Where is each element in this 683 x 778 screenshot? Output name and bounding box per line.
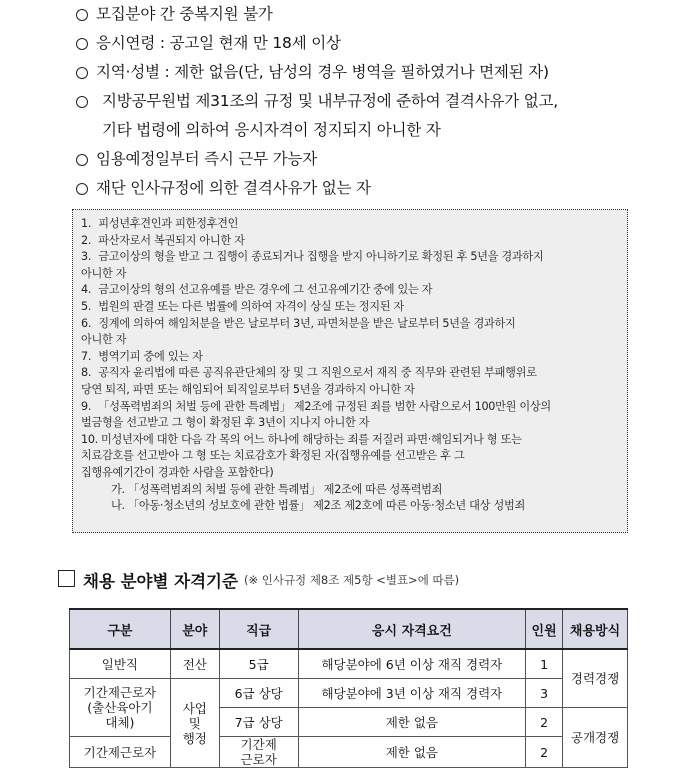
note-text: 금고이상의 형의 선고유예를 받은 경우에 그 선고유예기간 중에 있는 자 bbox=[98, 283, 433, 297]
note-item bbox=[81, 216, 621, 233]
method-cell: 공개경쟁 bbox=[563, 708, 628, 768]
note-subitem: 가. 「성폭력범죄의 처벌 등에 관한 특례법」 제2조에 따른 성폭력범죄 bbox=[111, 482, 443, 496]
field-line: 행정 bbox=[182, 730, 207, 746]
bullet-text: 응시연령 : 공고일 현재 만 18세 이상 bbox=[96, 34, 341, 52]
note-text: 파산자로서 복권되지 아니한 자 bbox=[98, 233, 245, 247]
note-text: 「성폭력범죄의 처벌 등에 관한 특례법」 제2조에 규정된 죄를 범한 사람으로서 100만원 이상의 bbox=[98, 399, 551, 413]
field-cell: 전산 bbox=[170, 649, 219, 679]
section-subtitle: (※ 인사규정 제8조 제5항 <별표>에 따름) bbox=[243, 573, 460, 587]
disqualification-note-box bbox=[72, 209, 628, 533]
bullet-item bbox=[76, 87, 676, 145]
table-row bbox=[70, 679, 628, 708]
method-cell: 경력경쟁 bbox=[563, 649, 628, 708]
count-cell: 2 bbox=[526, 708, 563, 737]
type-line: (출산육아기 bbox=[87, 700, 153, 715]
type-cell: 기간제근로자 bbox=[70, 737, 171, 768]
note-item bbox=[81, 249, 621, 266]
requirement-cell: 제한 없음 bbox=[298, 737, 526, 768]
note-number: 5. bbox=[81, 299, 92, 313]
note-text: 미성년자에 대한 다음 각 목의 어느 하나에 해당하는 죄를 저질러 파면·해임되거나 형 또는 bbox=[101, 432, 522, 446]
bullet-text: 재단 인사규정에 의한 결격사유가 없는 자 bbox=[96, 179, 371, 197]
note-number: 1. bbox=[81, 217, 92, 230]
note-item bbox=[81, 399, 621, 416]
bullet-item bbox=[76, 145, 676, 174]
circle-bullet-icon bbox=[76, 38, 88, 50]
note-text: 법원의 판결 또는 다른 법률에 의하여 자격이 상실 또는 정지된 자 bbox=[98, 299, 405, 313]
table-row bbox=[70, 649, 628, 679]
requirement-cell: 제한 없음 bbox=[298, 708, 526, 737]
note-text: 공직자 윤리법에 따른 공직유관단체의 장 및 그 직원으로서 재직 중 직무와 관련된 부패행위로 bbox=[98, 366, 537, 380]
grade-cell: 6급 상당 bbox=[219, 679, 298, 708]
note-number: 9. bbox=[81, 399, 92, 413]
circle-bullet-icon bbox=[76, 67, 88, 79]
note-continuation: 벌금형을 선고받고 그 형이 확정된 후 3년이 지나지 아니한 자 bbox=[81, 416, 370, 430]
note-subitem: 나. 「아동·청소년의 성보호에 관한 법률」 제2조 제2호에 따른 아동·청소년 대상 성범죄 bbox=[111, 499, 525, 513]
grade-line: 근로자 bbox=[240, 752, 277, 767]
requirement-cell: 해당분야에 6년 이상 재직 경력자 bbox=[298, 649, 526, 679]
note-text: 병역기피 중에 있는 자 bbox=[98, 349, 203, 363]
requirement-cell: 해당분야에 3년 이상 재직 경력자 bbox=[298, 679, 526, 708]
circle-bullet-icon bbox=[76, 183, 88, 195]
note-text: 피성년후견인과 피한정후견인 bbox=[98, 217, 239, 230]
bullet-text: 지역·성별 : 제한 없음(단, 남성의 경우 병역을 필하였거나 면제된 자) bbox=[96, 63, 549, 81]
note-number: 3. bbox=[81, 250, 92, 264]
field-line: 사업 bbox=[182, 700, 207, 716]
grade-cell bbox=[219, 737, 298, 768]
type-cell bbox=[70, 679, 171, 737]
bullet-text: 모집분야 간 중복지원 불가 bbox=[96, 5, 273, 23]
grade-cell: 5급 bbox=[219, 649, 298, 679]
note-number: 7. bbox=[81, 349, 92, 363]
bullet-text: 기타 법령에 의하여 응시자격이 정지되지 아니한 자 bbox=[102, 121, 441, 139]
bullet-text: 지방공무원법 제31조의 규정 및 내부규정에 준하여 결격사유가 없고, bbox=[102, 92, 559, 110]
circle-bullet-icon bbox=[76, 96, 88, 108]
header-cell: 직급 bbox=[219, 609, 298, 649]
grade-line: 기간제 bbox=[240, 737, 277, 752]
note-continuation: 치료감호를 선고받아 그 형 또는 치료감호가 확정된 자(집행유예를 선고받은 후 그 bbox=[81, 449, 465, 463]
circle-bullet-icon bbox=[76, 154, 88, 166]
note-continuation: 집행유예기간이 경과한 사람을 포함한다) bbox=[81, 465, 274, 479]
note-item bbox=[81, 233, 621, 250]
section-heading bbox=[58, 568, 459, 592]
note-number: 8. bbox=[81, 366, 92, 380]
grade-cell: 7급 상당 bbox=[219, 708, 298, 737]
bullet-item bbox=[76, 29, 676, 58]
note-item bbox=[81, 432, 621, 449]
count-cell: 1 bbox=[526, 649, 563, 679]
note-text: 금고이상의 형을 받고 그 집행이 종료되거나 집행을 받지 아니하기로 확정된 후 5년을 경과하지 bbox=[98, 250, 544, 264]
note-item bbox=[81, 299, 621, 316]
field-line: 및 bbox=[188, 715, 201, 731]
note-number: 4. bbox=[81, 283, 92, 297]
note-continuation: 당연 퇴직, 파면 또는 해임되어 퇴직일로부터 5년을 경과하지 아니한 자 bbox=[81, 382, 415, 396]
bullet-text: 임용예정일부터 즉시 근무 가능자 bbox=[96, 150, 318, 168]
table-row bbox=[70, 737, 628, 768]
header-cell: 분야 bbox=[170, 609, 219, 649]
note-number: 6. bbox=[81, 316, 92, 330]
section-title: 채용 분야별 자격기준 bbox=[83, 572, 238, 591]
note-number: 10. bbox=[81, 432, 98, 446]
type-cell: 일반직 bbox=[70, 649, 171, 679]
type-line: 대체) bbox=[105, 715, 135, 730]
table-header-row bbox=[70, 609, 628, 649]
header-cell: 구분 bbox=[70, 609, 171, 649]
note-continuation: 아니한 자 bbox=[81, 266, 127, 280]
note-item bbox=[81, 316, 621, 333]
note-text: 징계에 의하여 해임처분을 받은 날로부터 3년, 파면처분을 받은 날로부터 5년을 경과하지 bbox=[98, 316, 516, 330]
note-item bbox=[81, 365, 621, 382]
header-cell: 채용방식 bbox=[563, 609, 628, 649]
note-item bbox=[81, 349, 621, 366]
field-cell bbox=[170, 679, 219, 768]
qualification-table bbox=[69, 608, 628, 768]
note-number: 2. bbox=[81, 233, 92, 247]
type-line: 기간제근로자 bbox=[83, 685, 157, 700]
count-cell: 2 bbox=[526, 737, 563, 768]
eligibility-list bbox=[76, 0, 676, 203]
header-cell: 응시 자격요건 bbox=[298, 609, 526, 649]
count-cell: 3 bbox=[526, 679, 563, 708]
checkbox-square-icon bbox=[58, 570, 75, 587]
note-item bbox=[81, 282, 621, 299]
note-continuation: 아니한 자 bbox=[81, 333, 127, 347]
bullet-item bbox=[76, 174, 676, 203]
bullet-item bbox=[76, 58, 676, 87]
header-cell: 인원 bbox=[526, 609, 563, 649]
bullet-item bbox=[76, 0, 676, 29]
circle-bullet-icon bbox=[76, 9, 88, 21]
